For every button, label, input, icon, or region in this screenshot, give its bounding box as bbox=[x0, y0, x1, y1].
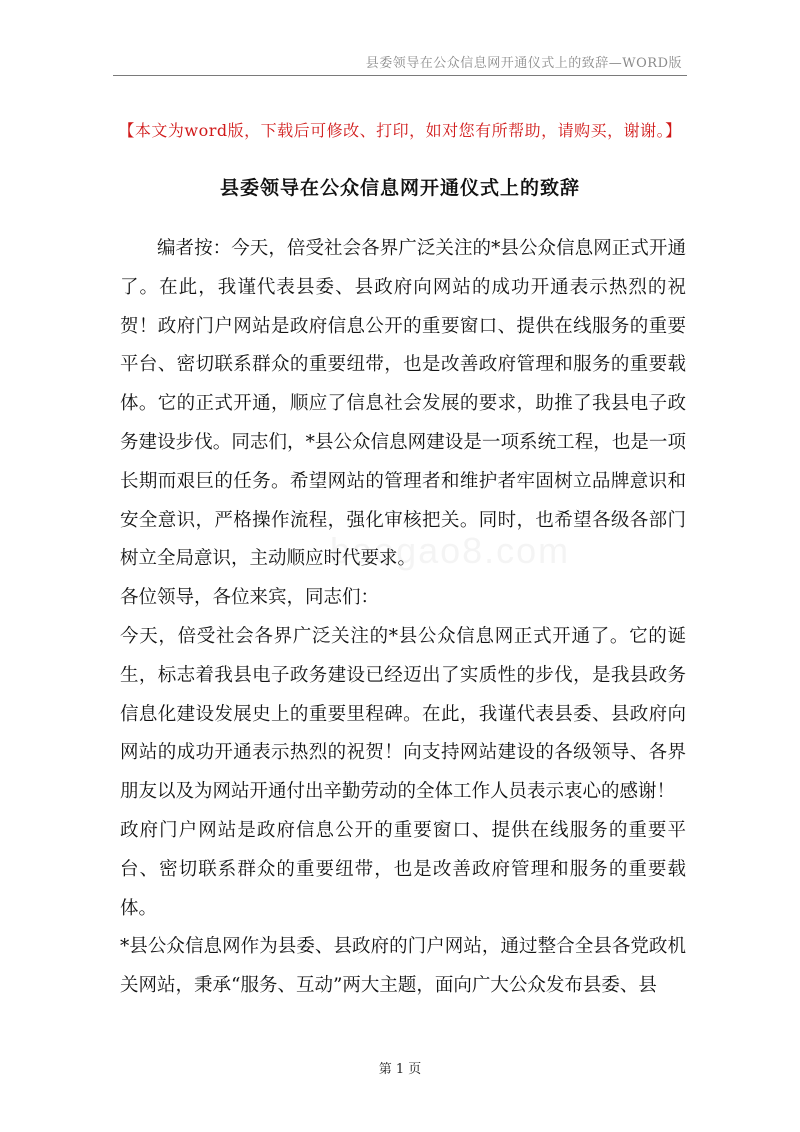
body-paragraph: 政府门户网站是政府信息公开的重要窗口、提供在线服务的重要平台、密切联系群众的重要纽带，也是改善政府管理和服务的重要载体。 bbox=[120, 819, 686, 919]
body-paragraph: 今天，倍受社会各界广泛关注的*县公众信息网正式开通了。它的诞生，标志着我县电子政务建设已经迈出了实质性的步伐，是我县政务信息化建设发展史上的重要里程碑。在此，我谨代表县委、县政府向网站的成功开通表示热烈的祝贺！向支持网站建设的各级领导、各界朋友以及为网站开通付出辛勤劳动的全体工作人员表示衷心的感谢！ bbox=[120, 625, 686, 803]
document-body bbox=[120, 230, 686, 1006]
watermark: baogao8.com bbox=[330, 530, 571, 571]
download-notice: 【本文为word版，下载后可修改、打印，如对您有所帮助，请购买，谢谢。】 bbox=[118, 121, 682, 140]
salutation-paragraph: 各位领导，各位来宾，同志们： bbox=[120, 587, 380, 609]
page-title: 县委领导在公众信息网开通仪式上的致辞 bbox=[219, 177, 580, 199]
header-divider bbox=[113, 75, 687, 76]
body-paragraph: *县公众信息网作为县委、县政府的门户网站，通过整合全县各党政机关网站，秉承“服务、互动”两大主题，面向广大公众发布县委、县 bbox=[120, 936, 686, 997]
page-number: 第 1 页 bbox=[378, 1062, 422, 1077]
running-header: 县委领导在公众信息网开通仪式上的致辞—WORD版 bbox=[365, 56, 682, 71]
editor-note-paragraph: 编者按：今天，倍受社会各界广泛关注的*县公众信息网正式开通了。在此，我谨代表县委、县政府向网站的成功开通表示热烈的祝贺！政府门户网站是政府信息公开的重要窗口、提供在线服务的重要平台、密切联系群众的重要纽带，也是改善政府管理和服务的重要载体。它的正式开通，顺应了信息社会发展的要求，助推了我县电子政务建设步伐。同志们，*县公众信息网建设是一项系统工程，也是一项长期而艰巨的任务。希望网站的管理者和维护者牢固树立品牌意识和安全意识，严格操作流程，强化审核把关。同时，也希望各级各部门树立全局意识，主动顺应时代要求。 bbox=[120, 238, 686, 570]
